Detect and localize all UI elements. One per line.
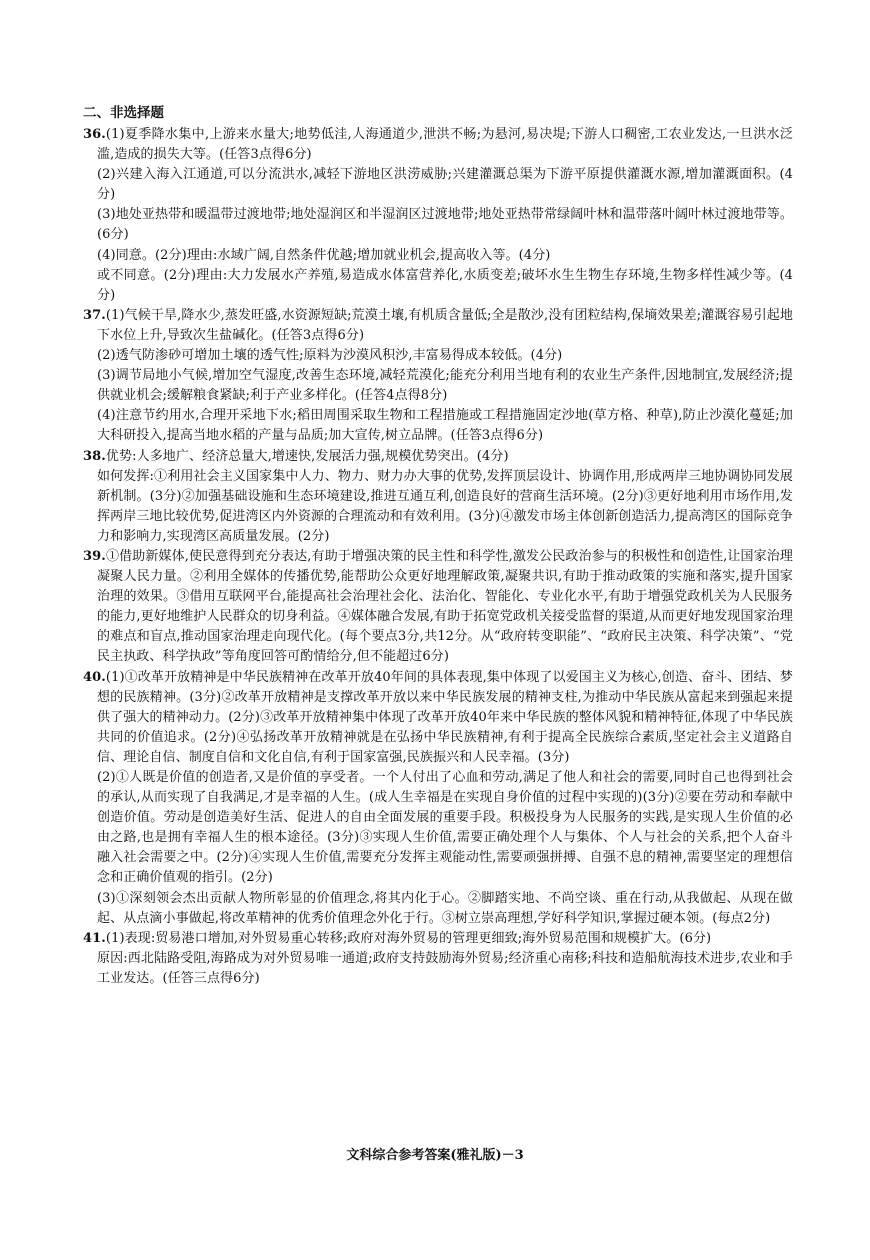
answer-text: (2)兴建入海入江通道,可以分流洪水,减轻下游地区洪涝威胁;兴建灌溉总渠为下游平原提供灌溉水源,增加灌溉面积。(4分) bbox=[97, 167, 793, 203]
answer-paragraph-q38_2 bbox=[83, 467, 793, 547]
answer-text: (3)地处亚热带和暖温带过渡地带;地处湿润区和半湿润区过渡地带;地处亚热带常绿阔叶林和温带落叶阔叶林过渡地带等。(6分) bbox=[97, 207, 793, 243]
answer-text: (4)同意。(2分)理由:水域广阔,自然条件优越;增加就业机会,提高收入等。(4分) bbox=[97, 247, 551, 263]
answer-text: (3)①深刻领会杰出贡献人物所彰显的价值理念,将其内化于心。②脚踏实地、不尚空谈、重在行动,从我做起、从现在做起、从点滴小事做起,将改革精神的优秀价值理念外化于行。③树立崇高理想,学好科学知识,掌握过硬本领。(每点2分) bbox=[97, 890, 793, 926]
answer-text: (1)气候干旱,降水少,蒸发旺盛,水资源短缺;荒漠土壤,有机质含量低;全是散沙,没有团粒结构,保墒效果差;灌溉容易引起地下水位上升,导致次生盐碱化。(任答3点得6分) bbox=[97, 307, 793, 343]
answer-paragraph-q40_2 bbox=[83, 768, 793, 889]
answer-list bbox=[83, 125, 793, 989]
answer-text: (1)表现:贸易港口增加,对外贸易重心转移;政府对海外贸易的管理更细致;海外贸易范围和规模扩大。(6分) bbox=[105, 930, 712, 946]
answer-text: 优势:人多地广、经济总量大,增速快,发展活力强,规模优势突出。(4分) bbox=[105, 448, 509, 464]
answer-text: (1)夏季降水集中,上游来水量大;地势低洼,人海通道少,泄洪不畅;为悬河,易决堤;下游人口稠密,工农业发达,一旦洪水泛滥,造成的损失大等。(任答3点得6分) bbox=[97, 127, 793, 163]
answer-text: (1)①改革开放精神是中华民族精神在改革开放40年间的具体表现,集中体现了以爱国主义为核心,创造、奋斗、团结、梦想的民族精神。(3分)②改革开放精神是支撑改革开放以来中华民族发展的精神支柱,为推动中华民族从富起来到强起来提供了强大的精神动力。(2分)③改革开放精神集中体现了改革开放40年来中华民族的整体风貌和精神特征,体现了中华民族共同的价值追求。(2分)④弘扬改革开放精神就是在弘扬中华民族精神,有利于提高全民族综合素质,坚定社会主义道路自信、理论自信、制度自信和文化自信,有利于国家富强,民族振兴和人民幸福。(3分) bbox=[97, 669, 793, 765]
answer-paragraph-q37_2 bbox=[83, 346, 793, 366]
answer-text: ①借助新媒体,使民意得到充分表达,有助于增强决策的民主性和科学性,激发公民政治参与的积极性和创造性,让国家治理凝聚人民力量。②利用全媒体的传播优势,能帮助公众更好地理解政策,凝聚共识,有助于推动政策的实施和落实,提升国家治理的效果。③借用互联网平台,能提高社会治理社会化、法治化、智能化、专业化水平,有助于增强党政机关为人民服务的能力,更好地维护人民群众的切身利益。④媒体融合发展,有助于拓宽党政机关接受监督的渠道,从而更好地发现国家治理的难点和盲点,推动国家治理走向现代化。(每个要点3分,共12分。从“政府转变职能”、“政府民主决策、科学决策”、“党民主执政、科学执政”等角度回答可酌情给分,但不能超过6分) bbox=[97, 548, 793, 665]
page-footer: 文科综合参考答案(雅礼版)－3 bbox=[346, 1148, 524, 1163]
answer-text: (2)①人既是价值的创造者,又是价值的享受者。一个人付出了心血和劳动,满足了他人和社会的需要,同时自己也得到社会的承认,从而实现了自我满足,才是幸福的人生。(成人生幸福是在实现自身价值的过程中实现的)(3分)②要在劳动和奉献中创造价值。劳动是创造美好生活、促进人的自由全面发展的重要手段。积极投身为人民服务的实践,是实现人生价值的必由之路,也是拥有幸福人生的根本途径。(3分)③实现人生价值,需要正确处理个人与集体、个人与社会的关系,把个人奋斗融入社会需要之中。(2分)④实现人生价值,需要充分发挥主观能动性,需要顽强拼搏、自强不息的精神,需要坚定的理想信念和正确价值观的指引。(2分) bbox=[97, 770, 793, 886]
answer-paragraph-q37_1 bbox=[83, 306, 793, 346]
answer-text: (3)调节局地小气候,增加空气湿度,改善生态环境,减轻荒漠化;能充分利用当地有利的农业生产条件,因地制宜,发展经济;提供就业机会;缓解粮食紧缺;利于产业多样化。(任答4点得8分) bbox=[97, 368, 793, 404]
answer-paragraph-q41_1 bbox=[83, 929, 793, 949]
question-number: 38. bbox=[83, 448, 106, 464]
answer-paragraph-q38_1 bbox=[83, 447, 793, 467]
answer-text: (2)透气防渗砂可增加土壤的透气性;原料为沙漠风积沙,丰富易得成本较低。(4分) bbox=[97, 348, 563, 364]
answer-paragraph-q37_4 bbox=[83, 406, 793, 446]
answer-paragraph-q36_4a bbox=[83, 246, 793, 266]
section-title: 二、非选择题 bbox=[83, 105, 164, 121]
answer-paragraph-q36_2 bbox=[83, 165, 793, 205]
answer-paragraph-q41_2 bbox=[83, 949, 793, 989]
question-number: 39. bbox=[83, 548, 106, 564]
answer-text: 原因:西北陆路受阻,海路成为对外贸易唯一通道;政府支持鼓励海外贸易;经济重心南移;科技和造船航海技术进步,农业和手工业发达。(任答三点得6分) bbox=[97, 950, 794, 986]
answer-paragraph-q37_3 bbox=[83, 366, 793, 406]
answer-paragraph-q40_1 bbox=[83, 668, 793, 768]
answer-paragraph-q40_3 bbox=[83, 889, 793, 929]
answer-text: 如何发挥:①利用社会主义国家集中人力、物力、财力办大事的优势,发挥顶层设计、协调作用,形成两岸三地协调协同发展新机制。(3分)②加强基础设施和生态环境建设,推进互通互利,创造良好的营商生活环境。(2分)③更好地利用市场作用,发挥两岸三地比较优势,促进湾区内外资源的合理流动和有效利用。(3分)④激发市场主体创新创造活力,提高湾区的国际竞争力和影响力,实现湾区高质量发展。(2分) bbox=[97, 468, 793, 544]
question-number: 36. bbox=[83, 127, 106, 142]
answer-paragraph-q39 bbox=[83, 547, 793, 668]
answer-page bbox=[83, 103, 793, 989]
question-number: 40. bbox=[83, 669, 106, 685]
answer-paragraph-q36_3 bbox=[83, 205, 793, 245]
question-number: 37. bbox=[83, 307, 106, 323]
answer-text: 或不同意。(2分)理由:大力发展水产养殖,易造成水体富营养化,水质变差;破坏水生生物生存环境,生物多样性减少等。(4分) bbox=[97, 267, 793, 303]
answer-paragraph-q36_1 bbox=[83, 125, 793, 165]
answer-paragraph-q36_4b bbox=[83, 266, 793, 306]
question-number: 41. bbox=[83, 930, 106, 946]
answer-text: (4)注意节约用水,合理开采地下水;稻田周围采取生物和工程措施或工程措施固定沙地(草方格、种草),防止沙漠化蔓延;加大科研投入,提高当地水稻的产量与品质;加大宣传,树立品牌。(任答3点得6分) bbox=[97, 408, 793, 444]
